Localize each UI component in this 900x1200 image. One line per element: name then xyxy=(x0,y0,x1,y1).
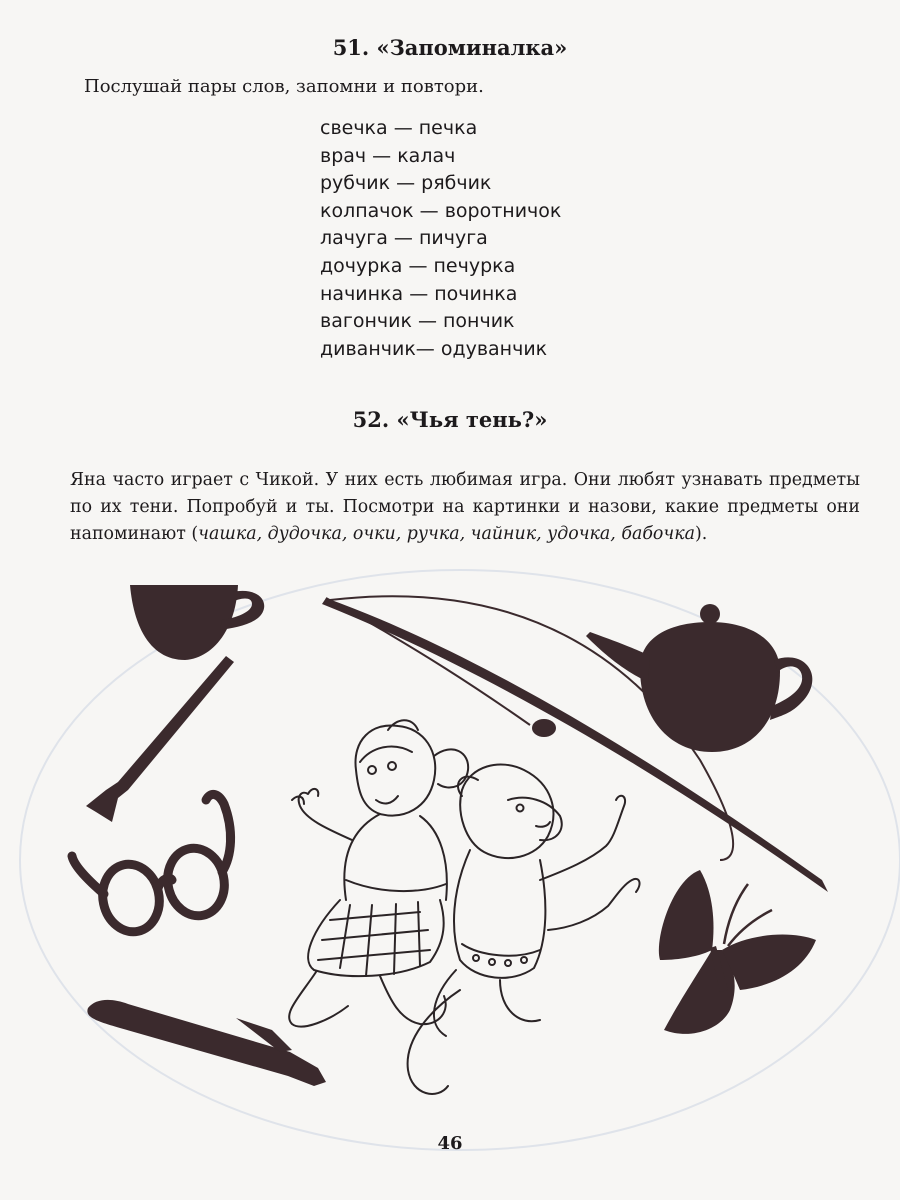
glasses-icon xyxy=(72,794,231,937)
word-pair: дочурка — печурка xyxy=(320,254,516,277)
answer-words: чашка, дудочка, очки, ручка, чайник, удочка, бабочка xyxy=(198,524,695,545)
cup-icon xyxy=(130,585,264,660)
word-pair: колпачок — воротничок xyxy=(320,199,562,222)
word-pair: лачуга — пичуга xyxy=(320,227,488,250)
exercise-52-title: 52. «Чья тень?» xyxy=(352,407,548,432)
teapot-icon xyxy=(586,604,812,752)
word-pair: диванчик— одуванчик xyxy=(320,337,548,360)
word-pair: вагончик — пончик xyxy=(320,310,515,333)
butterfly-icon xyxy=(659,870,816,1034)
page-number: 46 xyxy=(437,1133,463,1154)
exercise-51-instruction: Послушай пары слов, запомни и повтори. xyxy=(84,76,484,97)
paragraph-text: Яна часто играет с Чикой. У них есть любимая игра. Они любят узнавать предметы по их тени. Попробуй и ты. Посмотри на картинки и назови, какие предметы они напоминают ( xyxy=(70,470,860,545)
exercise-51-title: 51. «Запоминалка» xyxy=(332,35,568,60)
paragraph-end: ). xyxy=(694,524,708,545)
girl-and-monkey-drawing xyxy=(289,720,639,1094)
word-pair: врач — калач xyxy=(320,144,456,167)
word-pair: свечка — печка xyxy=(320,117,478,139)
word-pair: рубчик — рябчик xyxy=(320,172,492,195)
word-pair: начинка — починка xyxy=(320,282,518,305)
silhouettes xyxy=(72,585,828,1086)
